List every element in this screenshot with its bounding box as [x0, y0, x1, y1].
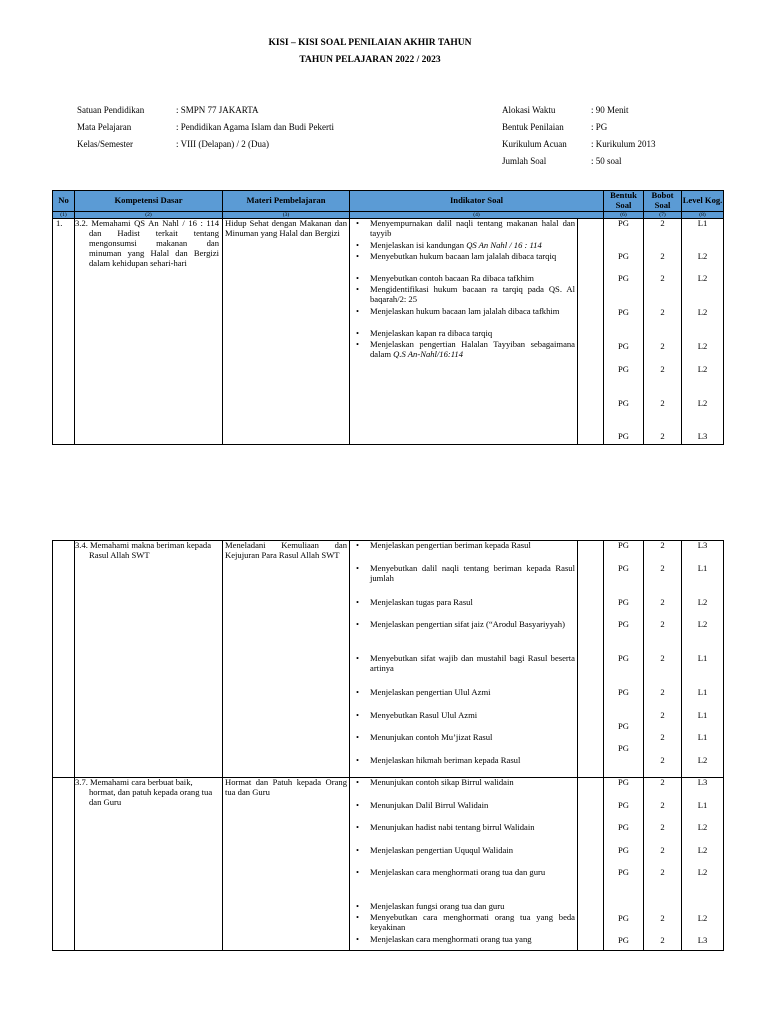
- bentuk-soal: PG: [618, 218, 630, 228]
- bentuk-soal: PG: [618, 822, 629, 832]
- level-kog: L1: [697, 218, 708, 228]
- bentuk-soal-cell: [604, 219, 644, 445]
- bobot-soal: 2: [660, 710, 665, 720]
- bobot-soal: 2: [660, 563, 665, 573]
- info-label: Mata Pelajaran: [77, 122, 132, 132]
- bobot-soal: 2: [660, 251, 665, 261]
- bobot-soal: 2: [660, 777, 665, 787]
- level-kog-cell: [682, 219, 724, 445]
- bobot-soal: 2: [660, 653, 665, 663]
- level-kog: L1: [697, 653, 708, 663]
- bobot-soal: 2: [660, 755, 665, 765]
- materi-cell: [223, 219, 350, 445]
- level-kog: L2: [697, 597, 708, 607]
- bentuk-soal: PG: [618, 913, 629, 923]
- bentuk-soal: PG: [618, 777, 629, 787]
- bobot-soal: 2: [660, 845, 665, 855]
- bobot-soal: 2: [660, 398, 665, 408]
- level-kog: L2: [697, 619, 708, 629]
- bentuk-soal-cell: [604, 541, 644, 778]
- kompetensi-dasar-text: 3.7. Memahami cara berbuat baik, hormat, dan patuh kepada orang tua dan Guru: [75, 777, 213, 807]
- info-label: Alokasi Waktu: [502, 105, 556, 115]
- document-subtitle: TAHUN PELAJARAN 2022 / 2023: [299, 55, 441, 65]
- level-kog: L1: [697, 732, 708, 742]
- bobot-soal: 2: [660, 540, 665, 550]
- info-left: [77, 105, 477, 175]
- indikator-cell: • Menjelaskan pengertian beriman kepada Rasul • Menyebutkan dalil naqli tentang beriman kepada Rasul jumlah • Menjelaskan tugas para Rasul • Menjelaskan pengertian sifat jaiz (“Arodul Basyariyyah) • Menyebutkan sifat wajib dan mustahil bagi Rasul beserta artinya • Menjelaskan pengertian Ulul Azmi • Menyebutkan Rasul Ulul Azmi • Menunjukan contoh Mu’jizat Rasul • Menjelaskan hikmah beriman kepada Rasul: [350, 541, 578, 778]
- bentuk-soal: PG: [618, 653, 629, 663]
- bobot-soal: 2: [660, 800, 665, 810]
- bobot-soal: 2: [660, 364, 665, 374]
- level-kog: L2: [697, 364, 708, 374]
- level-kog: L2: [697, 341, 708, 351]
- bentuk-soal: PG: [618, 431, 630, 441]
- info-value: : PG: [591, 122, 608, 132]
- level-kog: L2: [697, 822, 708, 832]
- level-kog-cell: [682, 778, 724, 951]
- bobot-soal: 2: [660, 732, 665, 742]
- kisi-table-2: [52, 540, 724, 951]
- bentuk-soal: PG: [618, 398, 630, 408]
- row-number: [53, 778, 75, 951]
- level-kog: L2: [697, 307, 708, 317]
- level-kog: L1: [697, 563, 708, 573]
- info-value: : VIII (Delapan) / 2 (Dua): [176, 139, 270, 149]
- level-kog: L3: [697, 935, 708, 945]
- blank-cell: [578, 219, 604, 445]
- bentuk-soal: PG: [618, 273, 630, 283]
- bobot-soal: 2: [660, 341, 665, 351]
- level-kog: L1: [697, 710, 708, 720]
- document-title: KISI – KISI SOAL PENILAIAN AKHIR TAHUN: [268, 38, 472, 48]
- header-indikator: Indikator Soal: [350, 191, 604, 212]
- bentuk-soal: PG: [618, 845, 629, 855]
- indikator-cell: • Menyempurnakan dalil naqli tentang makanan halal dan tayyib • Menjelaskan isi kandungan QS An Nahl / 16 : 114 • Menyebutkan hukum bacaan lam jalalah dibaca tarqiq • Menyebutkan contoh bacaan Ra dibaca tafkhim • Mengidentifikasi hukum bacaan ra tarqiq pada QS. Al baqarah/2: 25 • Menjelaskan hukum bacaan lam jalalah dibaca tafkhim • Menjelaskan kapan ra dibaca tarqiq • Menjelaskan pengertian Halalan Tayyiban sebagaimana dalam Q.S An-Nahl/16:114: [350, 219, 578, 445]
- bentuk-soal: PG: [618, 540, 629, 550]
- bobot-soal: 2: [660, 687, 665, 697]
- bentuk-soal: PG: [618, 563, 629, 573]
- level-kog: L2: [697, 913, 708, 923]
- bentuk-soal: PG: [618, 800, 629, 810]
- info-value: : Pendidikan Agama Islam dan Budi Pekerti: [176, 122, 334, 132]
- materi-cell: [223, 541, 350, 778]
- info-value: : SMPN 77 JAKARTA: [176, 105, 259, 115]
- header-level-kog: Level Kog.: [682, 191, 724, 212]
- bobot-soal: 2: [660, 822, 665, 832]
- level-kog: L2: [697, 251, 708, 261]
- level-kog: L2: [697, 755, 708, 765]
- bentuk-soal: PG: [618, 935, 629, 945]
- header-kompetensi-dasar: Kompetensi Dasar: [75, 191, 223, 212]
- header-materi: Materi Pembelajaran: [223, 191, 350, 212]
- materi-text: Hidup Sehat dengan Makanan dan Minuman yang Halal dan Bergizi: [225, 218, 347, 238]
- row-number: 1.: [53, 219, 75, 445]
- bentuk-soal: PG: [618, 743, 629, 753]
- info-label: Kelas/Semester: [77, 139, 133, 149]
- bobot-soal-cell: [644, 219, 682, 445]
- header-no: No: [53, 191, 75, 212]
- bobot-soal: 2: [660, 913, 665, 923]
- info-label: Satuan Pendidikan: [77, 105, 145, 115]
- kompetensi-dasar-text: 3.2. Memahami QS An Nahl / 16 : 114 dan Hadist terkait tentang mengonsumsi makanan dan minuman yang Halal dan Bergizi dalam kehidupan sehari-hari: [75, 218, 219, 268]
- info-label: Jumlah Soal: [502, 156, 547, 166]
- bobot-soal: 2: [660, 935, 665, 945]
- bentuk-soal: PG: [618, 251, 630, 261]
- level-kog: L3: [697, 431, 708, 441]
- bentuk-soal: PG: [618, 364, 630, 374]
- kisi-table-1: [52, 190, 724, 445]
- bentuk-soal: PG: [618, 687, 629, 697]
- bentuk-soal: PG: [618, 597, 629, 607]
- level-kog: L3: [697, 540, 708, 550]
- level-kog: L2: [697, 845, 708, 855]
- bobot-soal: 2: [660, 619, 665, 629]
- header-bentuk-soal: Bentuk Soal: [604, 191, 644, 212]
- level-kog: L2: [697, 273, 708, 283]
- column-number: (7): [644, 212, 682, 219]
- bobot-soal-cell: [644, 778, 682, 951]
- kompetensi-dasar-cell: [75, 219, 223, 445]
- blank-cell: [578, 778, 604, 951]
- bentuk-soal-cell: [604, 778, 644, 951]
- bentuk-soal: PG: [618, 341, 630, 351]
- level-kog: L1: [697, 800, 708, 810]
- kompetensi-dasar-text: 3.4. Memahami makna beriman kepada Rasul Allah SWT: [75, 540, 212, 560]
- bentuk-soal: PG: [618, 307, 630, 317]
- materi-text: Hormat dan Patuh kepada Orang tua dan Guru: [225, 777, 347, 797]
- column-number: (1): [53, 212, 75, 219]
- info-value: : 50 soal: [591, 156, 622, 166]
- column-number: (3): [223, 212, 350, 219]
- info-label: Kurikulum Acuan: [502, 139, 567, 149]
- bobot-soal: 2: [660, 307, 665, 317]
- bentuk-soal: PG: [618, 619, 629, 629]
- column-number: (6): [604, 212, 644, 219]
- header-bobot-soal: Bobot Soal: [644, 191, 682, 212]
- blank-cell: [578, 541, 604, 778]
- info-value: : 90 Menit: [591, 105, 629, 115]
- info-right: [502, 105, 732, 175]
- kompetensi-dasar-cell: [75, 778, 223, 951]
- level-kog: L1: [697, 687, 708, 697]
- level-kog: L2: [697, 398, 708, 408]
- bentuk-soal: PG: [618, 867, 629, 877]
- bobot-soal: 2: [660, 218, 665, 228]
- bobot-soal-cell: [644, 541, 682, 778]
- level-kog-cell: [682, 541, 724, 778]
- materi-cell: [223, 778, 350, 951]
- level-kog: L2: [697, 867, 708, 877]
- level-kog: L3: [697, 777, 708, 787]
- materi-text: Meneladani Kemuliaan dan Kejujuran Para Rasul Allah SWT: [225, 540, 347, 560]
- bobot-soal: 2: [660, 597, 665, 607]
- column-number: (8): [682, 212, 724, 219]
- bobot-soal: 2: [660, 273, 665, 283]
- bobot-soal: 2: [660, 867, 665, 877]
- info-value: : Kurikulum 2013: [591, 139, 656, 149]
- kompetensi-dasar-cell: [75, 541, 223, 778]
- row-number: [53, 541, 75, 778]
- info-label: Bentuk Penilaian: [502, 122, 564, 132]
- indikator-cell: • Menunjukan contoh sikap Birrul walidain • Menunjukan Dalil Birrul Walidain • Menunjukan hadist nabi tentang birrul Walidain • Menjelaskan pengertian Uququl Walidain • Menjelaskan cara menghormati orang tua dan guru • Menjelaskan fungsi orang tua dan guru • Menyebutkan cara menghormati orang tua yang beda keyakinan • Menjelaskan cara menghormati orang tua yang: [350, 778, 578, 951]
- bentuk-soal: PG: [618, 721, 629, 731]
- bobot-soal: 2: [660, 431, 665, 441]
- column-number: (2): [75, 212, 223, 219]
- column-number: (4): [350, 212, 604, 219]
